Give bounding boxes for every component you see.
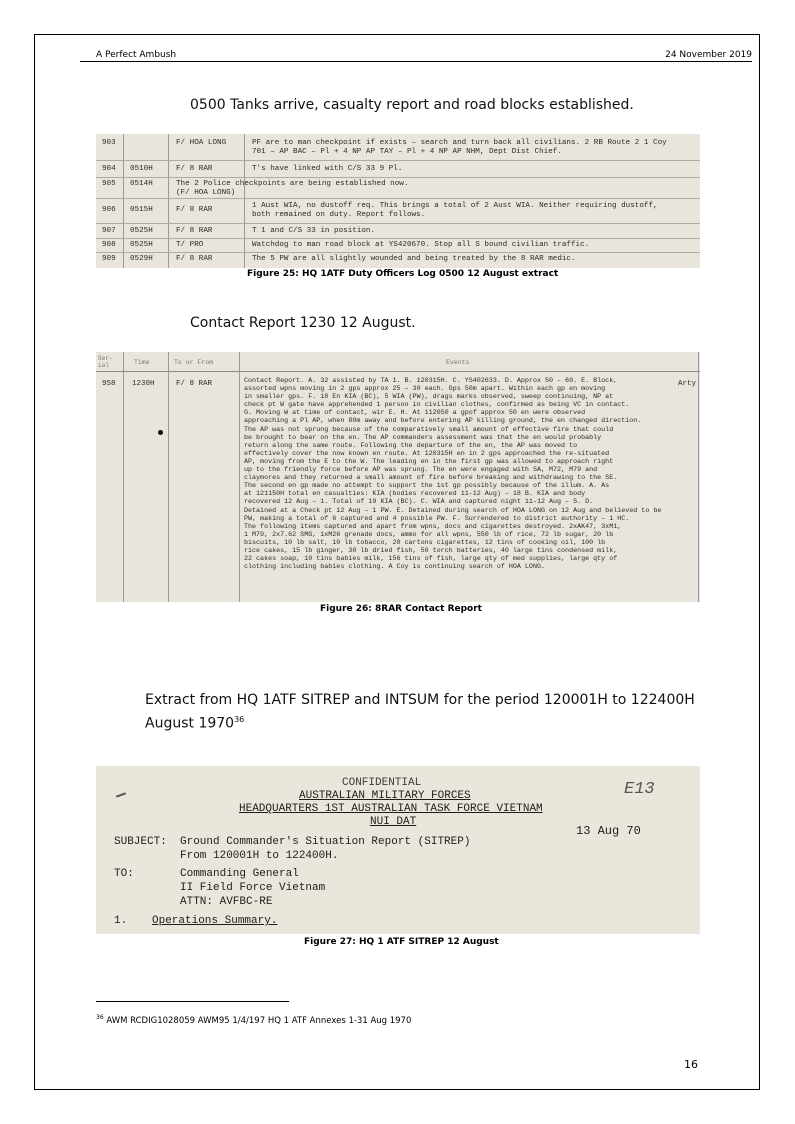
row-serial: 903: [102, 139, 116, 147]
row-serial: 908: [102, 241, 116, 249]
row-to-from: F/ 8 RAR: [176, 165, 213, 173]
col-divider: [123, 352, 124, 602]
row-time: 0525H: [130, 241, 153, 249]
section-heading-sitrep: [145, 691, 695, 734]
sitrep-org1: AUSTRALIAN MILITARY FORCES: [299, 790, 471, 802]
col-header-time: Time: [134, 359, 150, 366]
contact-time: 1230H: [132, 380, 155, 388]
row-divider: [96, 198, 700, 199]
row-divider: [96, 223, 700, 224]
sitrep-to-label: TO:: [114, 868, 134, 880]
row-divider: [96, 177, 700, 178]
col-divider: [168, 352, 169, 602]
row-to-from: F/ HOA LONG: [176, 139, 227, 147]
header-divider: [96, 371, 700, 372]
figure-26-scan: [96, 352, 700, 602]
contact-to-from: F/ 8 RAR: [176, 380, 213, 388]
col-divider: [698, 352, 699, 602]
row-time: 0515H: [130, 206, 153, 214]
row-time: 0529H: [130, 255, 153, 263]
col-header-to-from: To or From: [174, 359, 214, 366]
row-event-cont: both remained on duty. Report follows.: [252, 211, 426, 219]
row-to-from: F/ 8 RAR: [176, 227, 213, 235]
figure-25-caption: Figure 25: HQ 1ATF Duty Officers Log 0500 12 August extract: [247, 269, 559, 279]
col-divider: [168, 134, 169, 268]
row-event: Watchdog to man road block at YS420670. Stop all S bound civilian traffic.: [252, 241, 590, 249]
col-divider: [239, 352, 240, 602]
sitrep-org3: NUI DAT: [370, 816, 417, 828]
sitrep-date: 13 Aug 70: [576, 824, 641, 838]
row-event-cont: 701 – AP BAC – Pl + 4 NP AP TAY – Pl + 4 NP AP NHM, Dept Dist Chief.: [252, 148, 562, 156]
contact-action: Arty: [678, 380, 697, 388]
row-event: 1 Aust WIA, no dustoff req. This brings a total of 2 Aust WIA. Neither requiring dustoff,: [252, 202, 658, 210]
sitrep-heading-line2: [145, 710, 695, 734]
section-heading-tanks: 0500 Tanks arrive, casualty report and road blocks established.: [190, 97, 634, 113]
footnote-text: AWM RCDIG1028059 AWM95 1/4/197 HQ 1 ATF Annexes 1-31 Aug 1970: [106, 1015, 412, 1026]
figure-27-caption: Figure 27: HQ 1 ATF SITREP 12 August: [304, 937, 499, 947]
row-to-from: The 2 Police checkpoints are being established now.: [176, 180, 409, 188]
figure-27-scan: [96, 766, 700, 934]
row-serial: 906: [102, 206, 116, 214]
row-time: 0510H: [130, 165, 153, 173]
col-divider: [244, 134, 245, 268]
row-time: 0514H: [130, 180, 153, 188]
row-serial: 909: [102, 255, 116, 263]
sitrep-para-num: 1.: [114, 915, 128, 927]
section-heading-contact: Contact Report 1230 12 August.: [190, 315, 416, 331]
row-divider: [96, 160, 700, 161]
row-serial: 905: [102, 180, 116, 188]
contact-serial: 958: [102, 380, 116, 388]
row-time: 0525H: [130, 227, 153, 235]
sitrep-subject-label: SUBJECT:: [114, 836, 167, 848]
header-title: A Perfect Ambush: [96, 50, 177, 60]
footnote-number: 36: [96, 1014, 104, 1021]
ink-mark: [116, 792, 126, 797]
sitrep-subject-line2: From 120001H to 122400H.: [180, 850, 339, 862]
header-date: 24 November 2019: [665, 50, 752, 60]
row-to-from: F/ 8 RAR: [176, 206, 213, 214]
sitrep-to-line3: ATTN: AVFBC-RE: [180, 896, 273, 908]
sitrep-classification: CONFIDENTIAL: [342, 777, 422, 789]
ink-dot-mark: [158, 430, 163, 435]
row-serial: 904: [102, 165, 116, 173]
contact-report-text: Contact Report. A. 32 assisted by TA 1. B. 120315H. C. YS402633. D. Approx 50 – 60. E. Block, assorted wpns moving in 2 gps approx 25 – 30 each. Gps 50m apart. Within each gp en moving in smaller gps. F. 18 En KIA (BC), 5 WIA (PW), drags marks observed, sweep continuing, NP at check pt W gate have apprehended 1 person in civilian clothes, confirmed as being VC in contact. G. Moving W at time of contact, wir E. H. At 112050 a gpof approx 50 en were observed approaching a Pl AP, when 80m away and before entering AP killing ground, the en changed direction. The AP was not sprung because of the comparatively small amount of effective fire that could be brought to bear on the en. The AP commanders assessment was that the en would probably return along the same route. Following the departure of the en, the AP was moved to effectively cover the now known en route. At 120315H en in 2 gps approached the re-situated AP, moving from the E to the W. The leading en in the first gp was allowed to approach right up to the friendly force before AP was sprung. The en were engaged with SA, M72, M79 and claymores and they returned a small amount of fire before breaking and withdrawing to the SE. The second en gp made no attempt to support the 1st gp possibly because of the illum. A. As at 121150H total en casualties: KIA (bodies recovered 11-12 Aug) – 18 B. KIA and body recovered 12 Aug – 1. Total of 19 KIA (BC). C. WIA and captured night 11-12 Aug – 5. D. Detained at a Check pt 12 Aug – 1 PW. E. Detained during search of HOA LONG on 12 Aug and believed to be PW, making a total of 6 captured and 4 possible PW. F. Surrendered to district authority – 1 HC. The following items captured and apart from wpns, docs and cigarettes destroyed. 2xAK47, 3xM1, 1 M79, 2x7.62 SMG, 1xM26 grenade docs, ammo for all wpns, 550 lb of rice, 72 lb sugar, 20 lb biscuits, 10 lb salt, 10 lb tobacco, 20 cartons cigarettes, 12 tins of cooking oil, 100 lb rice cakes, 15 lb ginger, 30 lb dried fish, 50 torch batteries, 40 large tins condensed milk, 22 cakes soap, 10 tins babies milk, 156 tins of fish, large qty of med supplies, large qty of clothing including babies clothing. A Coy is continuing search of HOA LONG.: [244, 377, 662, 572]
col-header-events: Events: [446, 359, 470, 366]
footnote-ref: 36: [234, 715, 245, 724]
col-divider: [123, 134, 124, 268]
row-to-from-cont: (F/ HOA LONG): [176, 189, 236, 197]
row-event: The 5 PW are all slightly wounded and being treated by the 8 RAR medic.: [252, 255, 576, 263]
row-divider: [96, 238, 700, 239]
row-serial: 907: [102, 227, 116, 235]
header-rule: [80, 61, 752, 62]
row-to-from: F/ 8 RAR: [176, 255, 213, 263]
figure-26-caption: Figure 26: 8RAR Contact Report: [320, 604, 482, 614]
footnote: [96, 1014, 411, 1026]
page-number: 16: [684, 1058, 698, 1071]
row-to-from: T/ PRO: [176, 241, 204, 249]
row-event: T's have linked with C/S 33 9 Pl.: [252, 165, 403, 173]
sitrep-org2: HEADQUARTERS 1ST AUSTRALIAN TASK FORCE VIETNAM: [239, 803, 543, 815]
row-divider: [96, 252, 700, 253]
sitrep-to-line1: Commanding General: [180, 868, 299, 880]
sitrep-heading-month: August 1970: [145, 715, 235, 732]
sitrep-handwritten-ref: E13: [624, 780, 655, 799]
row-event: PF are to man checkpoint if exists – search and turn back all civilians. 2 RB Route 2 1 Coy: [252, 139, 667, 147]
sitrep-subject-line1: Ground Commander's Situation Report (SITREP): [180, 836, 471, 848]
row-event: T 1 and C/S 33 in position.: [252, 227, 376, 235]
footnote-rule: [96, 1001, 289, 1002]
sitrep-to-line2: II Field Force Vietnam: [180, 882, 326, 894]
sitrep-heading-line1: Extract from HQ 1ATF SITREP and INTSUM for the period 120001H to 122400H: [145, 692, 695, 708]
sitrep-para-title: Operations Summary.: [152, 915, 278, 927]
col-header-serial: Ser-ial: [98, 355, 113, 369]
figure-25-scan: [96, 134, 700, 268]
